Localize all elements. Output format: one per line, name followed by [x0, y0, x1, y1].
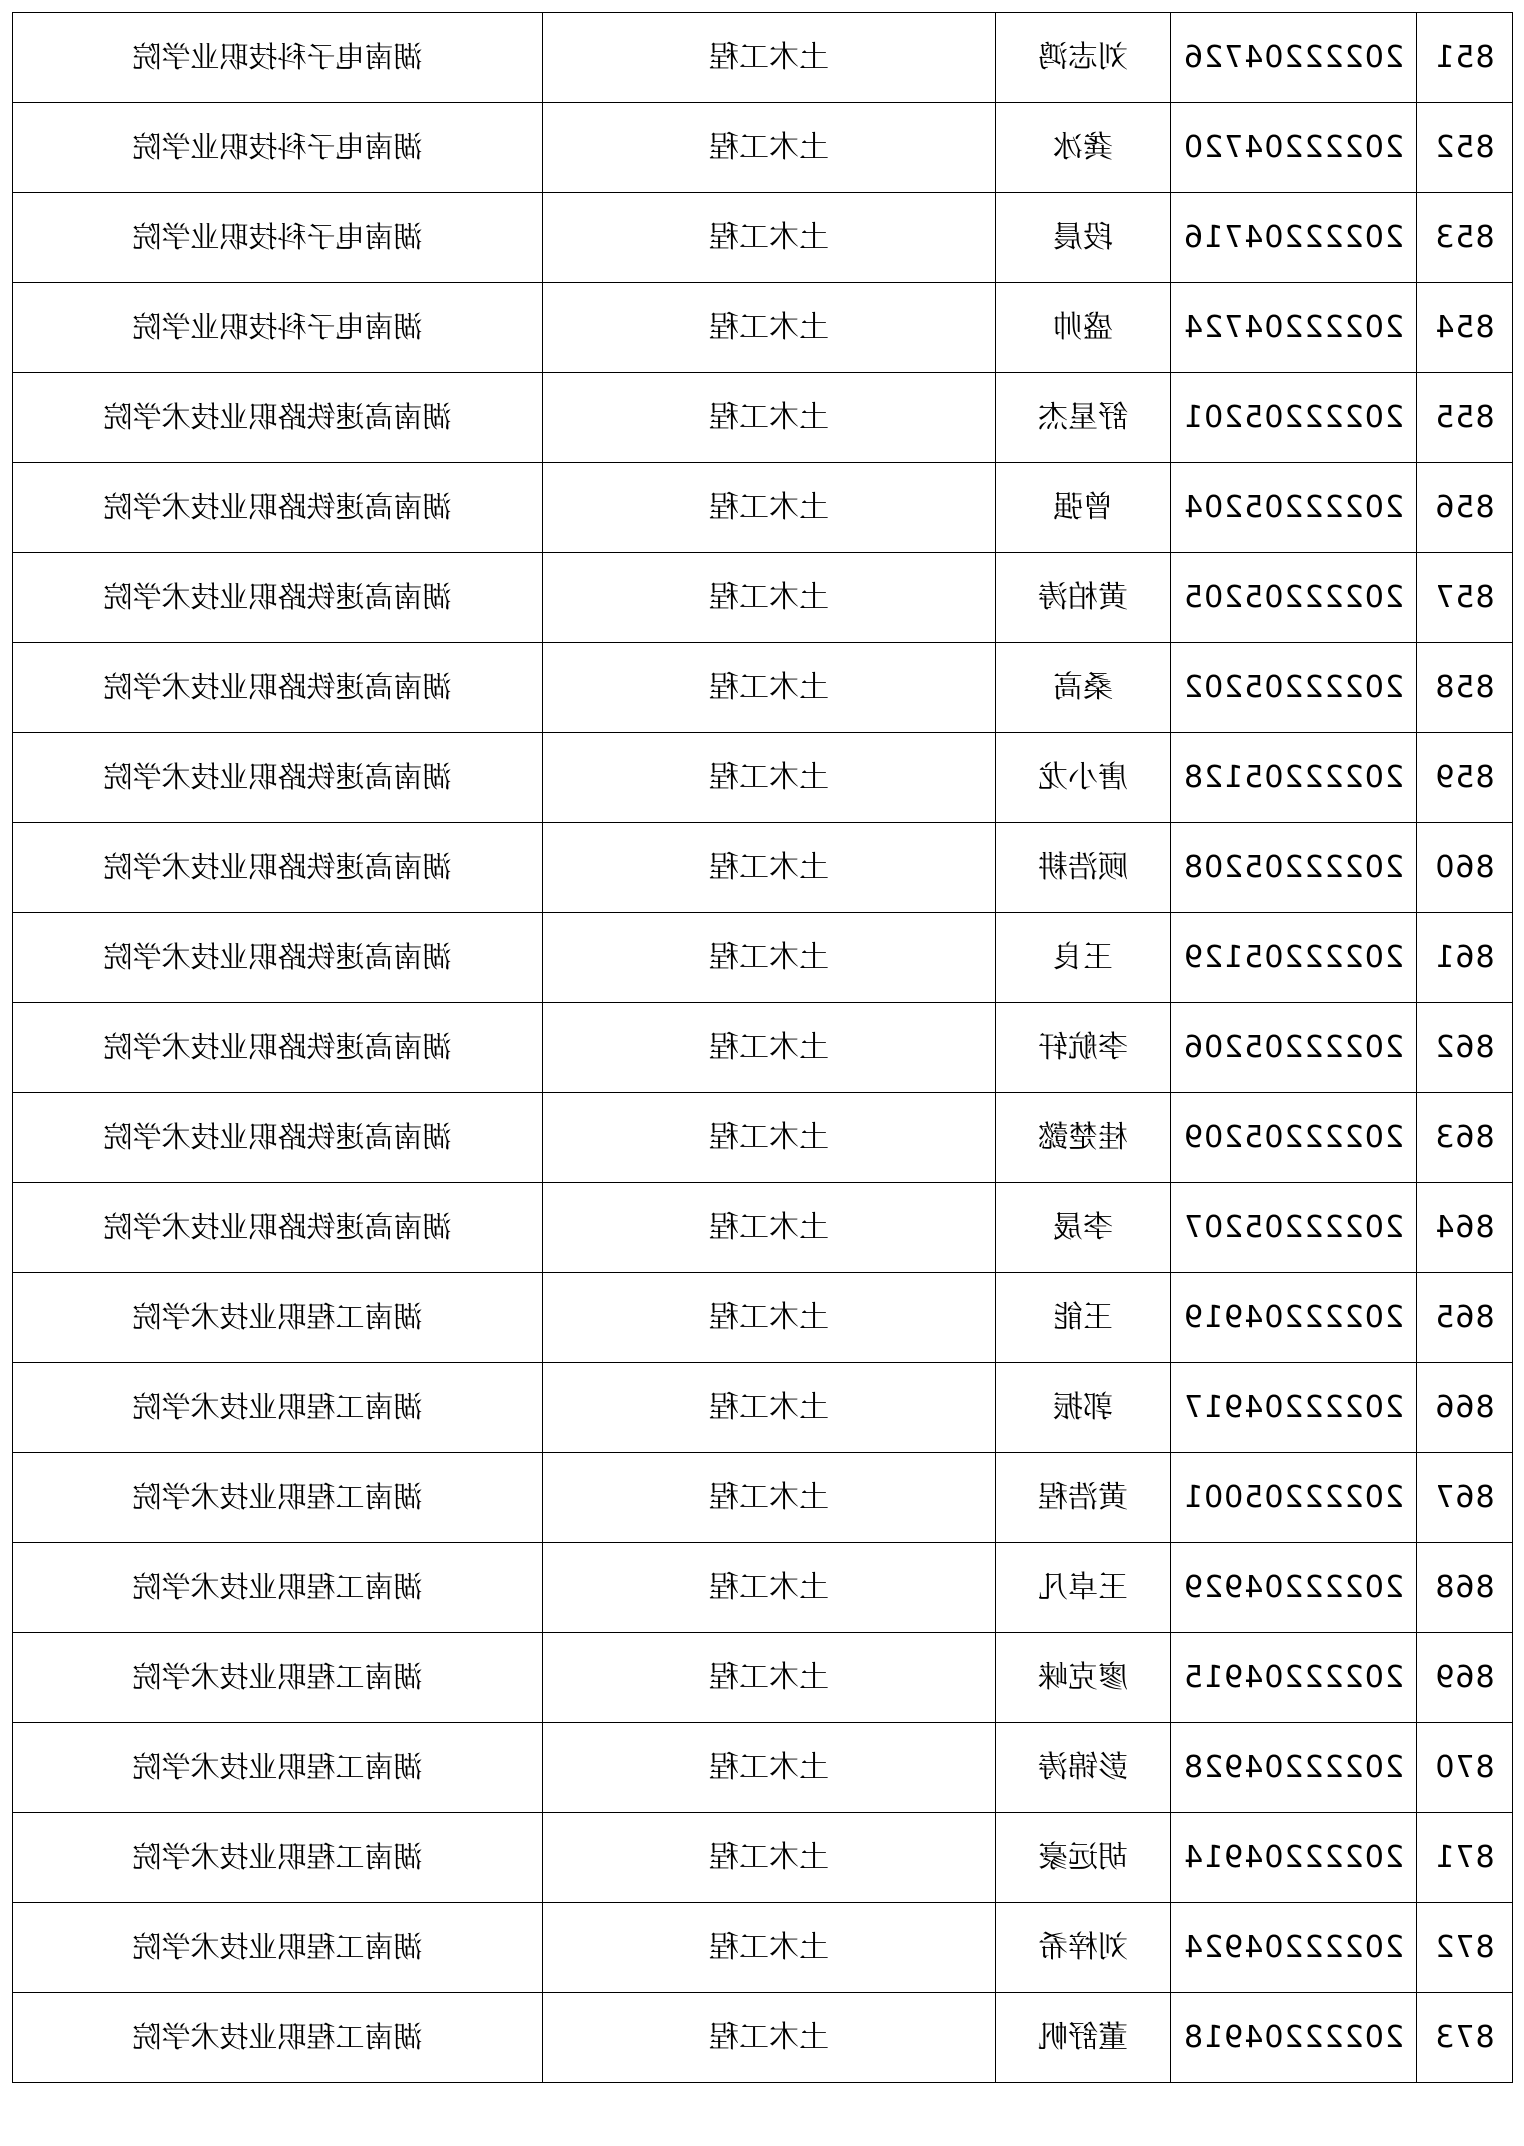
- sequence-number-cell: 865: [1417, 1273, 1513, 1363]
- student-id-cell: 20222205209: [1171, 1093, 1417, 1183]
- school-name-cell: 湖南电子科技职业学院: [13, 13, 543, 103]
- student-name-cell: 王能: [996, 1273, 1171, 1363]
- school-name-cell: 湖南高速铁路职业技术学院: [13, 733, 543, 823]
- student-id-cell: 20222204915: [1171, 1633, 1417, 1723]
- major-cell: 土木工程: [543, 1093, 996, 1183]
- school-name-cell: 湖南工程职业技术学院: [13, 1633, 543, 1723]
- student-name-cell: 刘志鸿: [996, 13, 1171, 103]
- major-cell: 土木工程: [543, 373, 996, 463]
- school-name-cell: 湖南电子科技职业学院: [13, 283, 543, 373]
- table-row: [13, 1273, 1513, 1363]
- major-cell: 土木工程: [543, 553, 996, 643]
- major-cell: 土木工程: [543, 103, 996, 193]
- sequence-number-cell: 863: [1417, 1093, 1513, 1183]
- student-id-cell: 20222205128: [1171, 733, 1417, 823]
- student-name-cell: 廖克崃: [996, 1633, 1171, 1723]
- school-name-cell: 湖南高速铁路职业技术学院: [13, 823, 543, 913]
- sequence-number-cell: 862: [1417, 1003, 1513, 1093]
- major-cell: 土木工程: [543, 733, 996, 823]
- sequence-number-cell: 855: [1417, 373, 1513, 463]
- sequence-number-cell: 861: [1417, 913, 1513, 1003]
- major-cell: 土木工程: [543, 643, 996, 733]
- table-row: [13, 1723, 1513, 1813]
- major-cell: 土木工程: [543, 1453, 996, 1543]
- table-row: [13, 643, 1513, 733]
- major-cell: 土木工程: [543, 1543, 996, 1633]
- student-id-cell: 20222204716: [1171, 193, 1417, 283]
- sequence-number-cell: 872: [1417, 1903, 1513, 1993]
- student-id-cell: 20222205208: [1171, 823, 1417, 913]
- table-row: [13, 1813, 1513, 1903]
- sequence-number-cell: 864: [1417, 1183, 1513, 1273]
- table-row: [13, 1183, 1513, 1273]
- school-name-cell: 湖南高速铁路职业技术学院: [13, 913, 543, 1003]
- student-name-cell: 黄浩程: [996, 1453, 1171, 1543]
- student-name-cell: 盛帅: [996, 283, 1171, 373]
- major-cell: 土木工程: [543, 1993, 996, 2083]
- major-cell: 土木工程: [543, 1273, 996, 1363]
- table-row: [13, 913, 1513, 1003]
- table-row: [13, 1543, 1513, 1633]
- table-row: [13, 553, 1513, 643]
- table-row: [13, 1003, 1513, 1093]
- table-row: [13, 373, 1513, 463]
- major-cell: 土木工程: [543, 1723, 996, 1813]
- student-name-cell: 李晟: [996, 1183, 1171, 1273]
- table-row: [13, 283, 1513, 373]
- student-name-cell: 黄柏涛: [996, 553, 1171, 643]
- student-name-cell: 王良: [996, 913, 1171, 1003]
- student-name-cell: 桂楚懿: [996, 1093, 1171, 1183]
- major-cell: 土木工程: [543, 1903, 996, 1993]
- major-cell: 土木工程: [543, 1183, 996, 1273]
- student-name-cell: 龚冰: [996, 103, 1171, 193]
- roster-table-body: [13, 13, 1513, 2083]
- sequence-number-cell: 871: [1417, 1813, 1513, 1903]
- major-cell: 土木工程: [543, 463, 996, 553]
- major-cell: 土木工程: [543, 823, 996, 913]
- student-name-cell: 王卓凡: [996, 1543, 1171, 1633]
- student-id-cell: 20222205206: [1171, 1003, 1417, 1093]
- table-row: [13, 13, 1513, 103]
- school-name-cell: 湖南高速铁路职业技术学院: [13, 1093, 543, 1183]
- student-name-cell: 胡远豪: [996, 1813, 1171, 1903]
- student-id-cell: 20222204914: [1171, 1813, 1417, 1903]
- major-cell: 土木工程: [543, 1813, 996, 1903]
- table-row: [13, 1453, 1513, 1543]
- sequence-number-cell: 873: [1417, 1993, 1513, 2083]
- student-id-cell: 20222204929: [1171, 1543, 1417, 1633]
- school-name-cell: 湖南高速铁路职业技术学院: [13, 1183, 543, 1273]
- sequence-number-cell: 852: [1417, 103, 1513, 193]
- student-id-cell: 20222204726: [1171, 13, 1417, 103]
- table-row: [13, 823, 1513, 913]
- school-name-cell: 湖南工程职业技术学院: [13, 1273, 543, 1363]
- school-name-cell: 湖南工程职业技术学院: [13, 1363, 543, 1453]
- school-name-cell: 湖南高速铁路职业技术学院: [13, 1003, 543, 1093]
- student-id-cell: 20222204917: [1171, 1363, 1417, 1453]
- school-name-cell: 湖南高速铁路职业技术学院: [13, 643, 543, 733]
- table-row: [13, 193, 1513, 283]
- student-id-cell: 20222205201: [1171, 373, 1417, 463]
- student-name-cell: 桑高: [996, 643, 1171, 733]
- student-name-cell: 彭锦涛: [996, 1723, 1171, 1813]
- major-cell: 土木工程: [543, 283, 996, 373]
- table-row: [13, 1363, 1513, 1453]
- student-id-cell: 20222205202: [1171, 643, 1417, 733]
- sequence-number-cell: 856: [1417, 463, 1513, 553]
- sequence-number-cell: 866: [1417, 1363, 1513, 1453]
- table-row: [13, 1903, 1513, 1993]
- sequence-number-cell: 860: [1417, 823, 1513, 913]
- table-row: [13, 103, 1513, 193]
- major-cell: 土木工程: [543, 913, 996, 1003]
- student-name-cell: 刘梓希: [996, 1903, 1171, 1993]
- school-name-cell: 湖南工程职业技术学院: [13, 1813, 543, 1903]
- sequence-number-cell: 857: [1417, 553, 1513, 643]
- sequence-number-cell: 859: [1417, 733, 1513, 823]
- school-name-cell: 湖南工程职业技术学院: [13, 1453, 543, 1543]
- student-id-cell: 20222205207: [1171, 1183, 1417, 1273]
- student-name-cell: 段晨: [996, 193, 1171, 283]
- sequence-number-cell: 869: [1417, 1633, 1513, 1723]
- major-cell: 土木工程: [543, 193, 996, 283]
- major-cell: 土木工程: [543, 1363, 996, 1453]
- school-name-cell: 湖南工程职业技术学院: [13, 1993, 543, 2083]
- student-name-cell: 郭振: [996, 1363, 1171, 1453]
- school-name-cell: 湖南工程职业技术学院: [13, 1723, 543, 1813]
- table-row: [13, 1633, 1513, 1723]
- school-name-cell: 湖南电子科技职业学院: [13, 103, 543, 193]
- school-name-cell: 湖南高速铁路职业技术学院: [13, 463, 543, 553]
- sequence-number-cell: 868: [1417, 1543, 1513, 1633]
- school-name-cell: 湖南工程职业技术学院: [13, 1543, 543, 1633]
- major-cell: 土木工程: [543, 1003, 996, 1093]
- sequence-number-cell: 851: [1417, 13, 1513, 103]
- student-id-cell: 20222204724: [1171, 283, 1417, 373]
- student-id-cell: 20222204919: [1171, 1273, 1417, 1363]
- school-name-cell: 湖南高速铁路职业技术学院: [13, 373, 543, 463]
- student-id-cell: 20222204928: [1171, 1723, 1417, 1813]
- student-name-cell: 唐小龙: [996, 733, 1171, 823]
- sequence-number-cell: 858: [1417, 643, 1513, 733]
- student-name-cell: 舒星杰: [996, 373, 1171, 463]
- table-row: [13, 463, 1513, 553]
- roster-table: [12, 12, 1513, 2083]
- student-name-cell: 曾强: [996, 463, 1171, 553]
- school-name-cell: 湖南电子科技职业学院: [13, 193, 543, 283]
- student-name-cell: 顾浩耕: [996, 823, 1171, 913]
- major-cell: 土木工程: [543, 13, 996, 103]
- student-name-cell: 董舒帆: [996, 1993, 1171, 2083]
- major-cell: 土木工程: [543, 1633, 996, 1723]
- sequence-number-cell: 870: [1417, 1723, 1513, 1813]
- school-name-cell: 湖南工程职业技术学院: [13, 1903, 543, 1993]
- table-row: [13, 1093, 1513, 1183]
- student-id-cell: 20222204720: [1171, 103, 1417, 193]
- table-row: [13, 1993, 1513, 2083]
- student-name-cell: 李航轩: [996, 1003, 1171, 1093]
- student-id-cell: 20222205001: [1171, 1453, 1417, 1543]
- student-id-cell: 20222204924: [1171, 1903, 1417, 1993]
- student-id-cell: 20222205204: [1171, 463, 1417, 553]
- student-id-cell: 20222205205: [1171, 553, 1417, 643]
- sequence-number-cell: 867: [1417, 1453, 1513, 1543]
- sequence-number-cell: 853: [1417, 193, 1513, 283]
- table-row: [13, 733, 1513, 823]
- student-id-cell: 20222205129: [1171, 913, 1417, 1003]
- school-name-cell: 湖南高速铁路职业技术学院: [13, 553, 543, 643]
- sequence-number-cell: 854: [1417, 283, 1513, 373]
- student-id-cell: 20222204918: [1171, 1993, 1417, 2083]
